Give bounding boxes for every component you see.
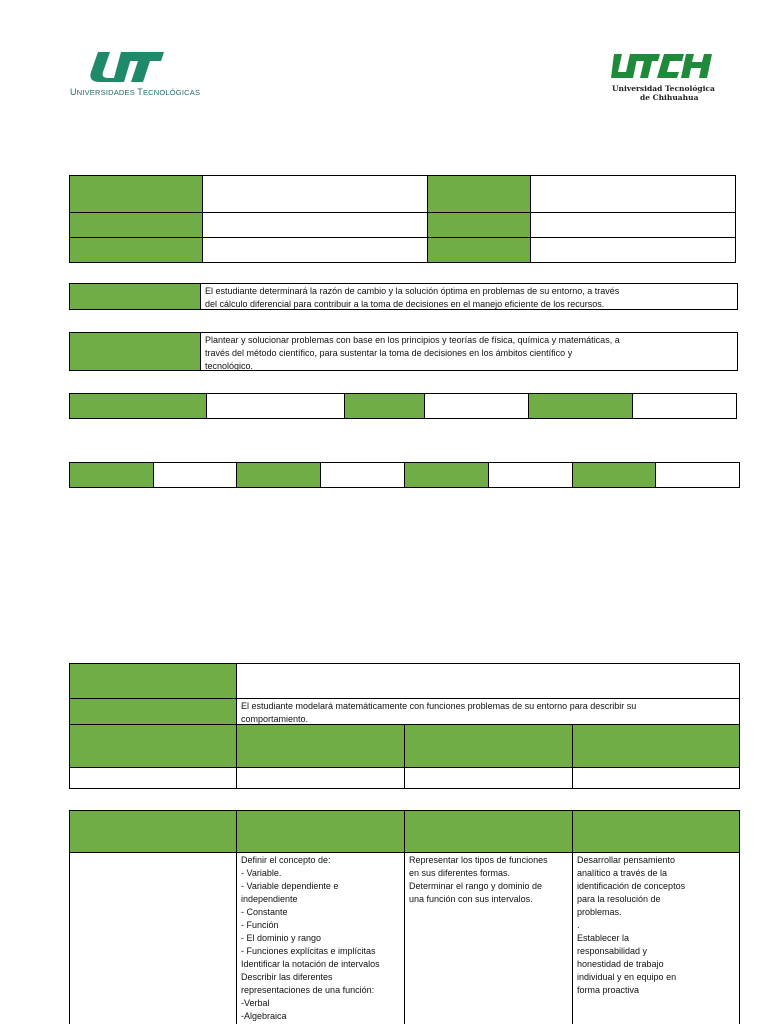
content-header-cell — [404, 810, 573, 853]
utch-logo-line1: Universidad Tecnológica — [612, 84, 715, 93]
objective-text: El estudiante determinará la razón de cambio y la solución óptima en problemas de su entorno, a través del cálculo diferencial para contribuir a la toma de decisiones en el manejo eficiente de los recursos. — [200, 283, 738, 310]
utch-logo — [606, 48, 718, 106]
info-value-cell — [202, 212, 428, 238]
semester-value-cell — [655, 462, 740, 488]
competence-label-cell — [69, 332, 201, 371]
hours-value-cell — [206, 393, 345, 419]
hours-label-cell — [344, 393, 425, 419]
semester-label-cell — [236, 462, 321, 488]
content-doing-text: Representar los tipos de funciones en sus diferentes formas. Determinar el rango y dominio de una función con sus intervalos. — [404, 852, 573, 1024]
objective-label-cell — [69, 283, 201, 310]
info-value-cell — [202, 237, 428, 263]
semester-label-cell — [572, 462, 656, 488]
info-value-cell — [530, 237, 736, 263]
ut-logo-caption: UNIVERSIDADES TECNOLÓGICAS — [70, 87, 201, 97]
info-label-cell — [69, 212, 203, 238]
hours-value-cell — [424, 393, 529, 419]
unit-value-cell — [236, 663, 740, 699]
utch-logo-mark — [606, 48, 718, 84]
unit-header-cell — [236, 724, 405, 768]
content-header-cell — [236, 810, 405, 853]
unit-header-cell — [404, 724, 573, 768]
unit-value-cell — [404, 767, 573, 789]
info-label-cell — [427, 175, 531, 213]
unit-value-cell — [69, 767, 237, 789]
unit-value-cell — [572, 767, 740, 789]
unit-objective-text: El estudiante modelará matemáticamente con funciones problemas de su entorno para describir su comportamiento. — [236, 698, 740, 725]
info-value-cell — [530, 212, 736, 238]
semester-value-cell — [153, 462, 237, 488]
info-label-cell — [427, 237, 531, 263]
info-label-cell — [69, 175, 203, 213]
unit-value-cell — [236, 767, 405, 789]
hours-value-cell — [632, 393, 737, 419]
content-header-cell — [69, 810, 237, 853]
unit-label-cell — [69, 663, 237, 699]
unit-header-cell — [572, 724, 740, 768]
ut-logo-mark — [86, 48, 186, 88]
ut-logo — [68, 48, 201, 98]
utch-logo-line2: de Chihuahua — [640, 93, 699, 102]
unit-objective-label-cell — [69, 698, 237, 725]
content-header-cell — [572, 810, 740, 853]
unit-header-cell — [69, 724, 237, 768]
hours-label-cell — [528, 393, 633, 419]
content-topic-cell — [69, 852, 237, 1024]
info-label-cell — [69, 237, 203, 263]
semester-value-cell — [488, 462, 573, 488]
content-knowing-text: Definir el concepto de: - Variable. - Variable dependiente e independiente - Constante - Función - El dominio y rango - Funciones explícitas e implícitas Identificar la notación de intervalos Describir las diferentes representaciones de una función: -Verbal -Algebraica — [236, 852, 405, 1024]
info-value-cell — [530, 175, 736, 213]
competence-text: Plantear y solucionar problemas con base en los principios y teorías de física, química y matemáticas, a través del método científico, para sustentar la toma de decisiones en los ámbitos científico y tecnológico. — [200, 332, 738, 371]
content-being-text: Desarrollar pensamiento analítico a través de la identificación de conceptos para la resolución de problemas. . Establecer la responsabilidad y honestidad de trabajo individual y en equipo en forma proactiva — [572, 852, 740, 1024]
info-value-cell — [202, 175, 428, 213]
semester-value-cell — [320, 462, 405, 488]
semester-label-cell — [69, 462, 154, 488]
info-label-cell — [427, 212, 531, 238]
hours-label-cell — [69, 393, 207, 419]
semester-label-cell — [404, 462, 489, 488]
